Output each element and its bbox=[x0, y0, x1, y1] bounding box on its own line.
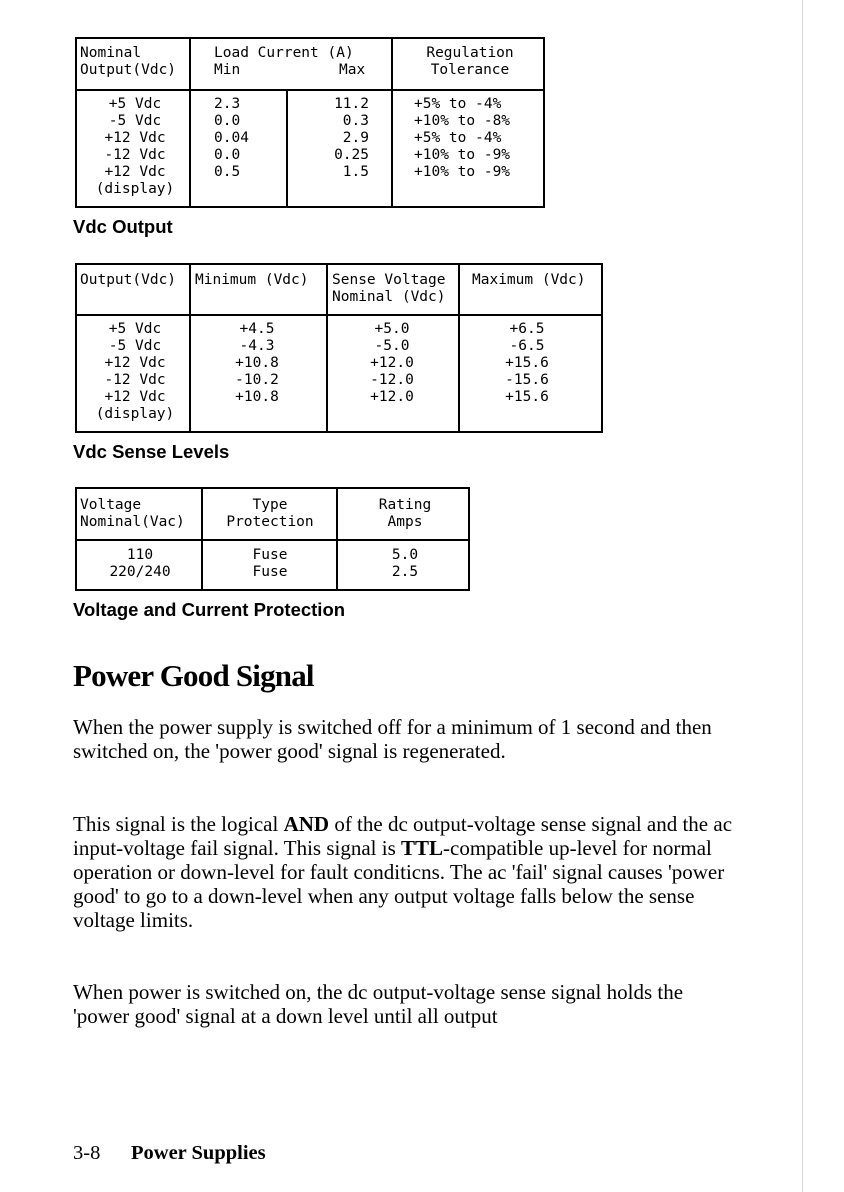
header-maximum-vdc: Maximum (Vdc) bbox=[472, 272, 586, 288]
bold-term-ttl: TTL bbox=[401, 836, 444, 860]
paragraph-power-on: When power is switched on, the dc output-voltage sense signal holds the 'power good' signal at a down level until all output bbox=[73, 980, 684, 1028]
header-minimum-vdc: Minimum (Vdc) bbox=[195, 272, 309, 288]
column-ratings: 5.0 2.5 bbox=[391, 547, 419, 580]
header-type-protection: Type Protection bbox=[226, 497, 314, 530]
column-divider bbox=[336, 489, 338, 589]
column-divider bbox=[391, 39, 393, 206]
column-tolerance: +5% to -4% +10% to -8% +5% to -4% +10% to -9% +10% to -9% bbox=[414, 96, 511, 180]
column-maximum-values: +6.5 -6.5 +15.6 -15.6 +15.6 bbox=[505, 321, 549, 405]
header-load-current-max: Max bbox=[339, 62, 366, 78]
page-footer bbox=[73, 1140, 266, 1166]
column-divider bbox=[189, 39, 191, 206]
chapter-title: Power Supplies bbox=[131, 1142, 266, 1164]
page-number: 3-8 bbox=[73, 1142, 101, 1164]
paragraph-text: -compatible up-level for normal operation or down-level for fault conditicns. The ac 'fail' signal causes 'power good' to go to a down-level when any output voltage falls below the sense voltage limits. bbox=[73, 836, 725, 932]
header-output-vdc: Output(Vdc) bbox=[80, 272, 177, 288]
header-load-current-min: Load Current (A) Min bbox=[214, 45, 354, 78]
paragraph-text: of the dc output-voltage sense signal and the ac input-voltage fail signal. This signal is bbox=[73, 812, 733, 860]
header-nominal-output: Nominal Output(Vdc) bbox=[80, 45, 177, 78]
column-divider bbox=[286, 89, 288, 206]
column-divider bbox=[458, 265, 460, 431]
column-divider bbox=[201, 489, 203, 589]
column-nominal-values: +5.0 -5.0 +12.0 -12.0 +12.0 bbox=[370, 321, 414, 405]
table-caption-vdc-output: Vdc Output bbox=[73, 216, 173, 237]
column-voltages: 110 220/240 bbox=[109, 547, 171, 580]
table-caption-sense-levels: Vdc Sense Levels bbox=[73, 441, 230, 462]
header-regulation-tolerance: Regulation Tolerance bbox=[426, 45, 514, 78]
header-sense-voltage-nominal: Sense Voltage Nominal (Vdc) bbox=[332, 272, 446, 305]
header-voltage-nominal: Voltage Nominal(Vac) bbox=[80, 497, 185, 530]
paragraph-logical-and bbox=[73, 812, 733, 932]
table-caption-protection: Voltage and Current Protection bbox=[73, 599, 346, 620]
section-heading: Power Good Signal bbox=[73, 658, 314, 693]
page-edge-rule bbox=[802, 0, 803, 1192]
column-minimum-values: +4.5 -4.3 +10.8 -10.2 +10.8 bbox=[235, 321, 279, 405]
header-rating-amps: Rating Amps bbox=[378, 497, 432, 530]
vdc-output-table bbox=[75, 37, 545, 208]
column-min-current: 2.3 0.0 0.04 0.0 0.5 bbox=[214, 96, 249, 180]
column-protection-types: Fuse Fuse bbox=[252, 547, 288, 580]
paragraph-power-good-regen: When the power supply is switched off for a minimum of 1 second and then switched on, the 'power good' signal is regenerated. bbox=[73, 715, 712, 763]
column-divider bbox=[326, 265, 328, 431]
column-output-voltages: +5 Vdc -5 Vdc +12 Vdc -12 Vdc +12 Vdc (display) bbox=[95, 96, 175, 197]
bold-term-and: AND bbox=[283, 812, 330, 836]
voltage-protection-table bbox=[75, 487, 470, 591]
column-output-voltages: +5 Vdc -5 Vdc +12 Vdc -12 Vdc +12 Vdc (display) bbox=[95, 321, 175, 422]
vdc-sense-levels-table bbox=[75, 263, 603, 433]
column-max-current: 11.2 0.3 2.9 0.25 1.5 bbox=[334, 96, 369, 180]
column-divider bbox=[189, 265, 191, 431]
paragraph-text: This signal is the logical bbox=[73, 812, 284, 836]
